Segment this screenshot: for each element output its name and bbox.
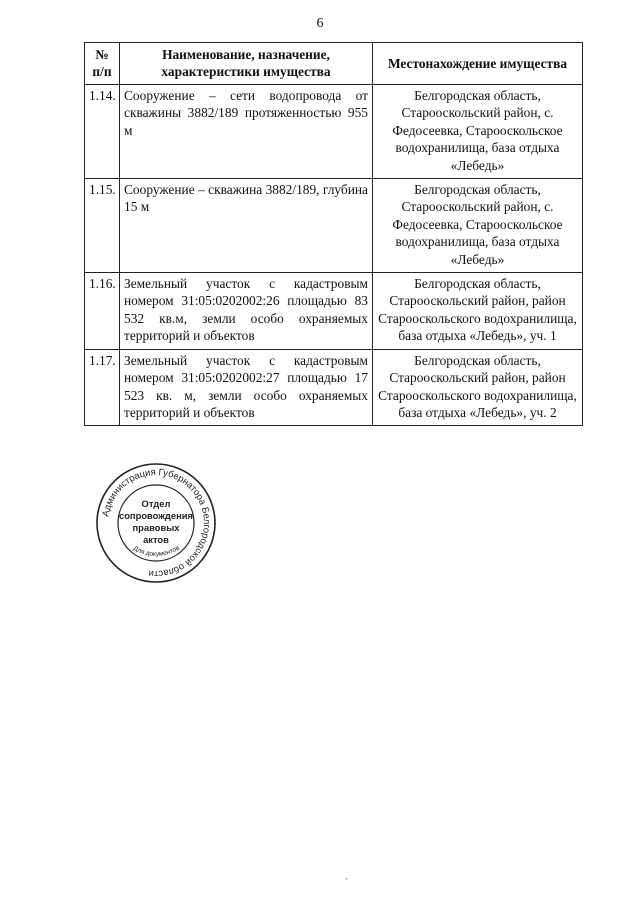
scan-artifact-mark: ˌ <box>345 868 349 880</box>
table-row <box>85 84 583 178</box>
stamp-center-line: сопровождения <box>118 510 194 521</box>
row-location: Белгородская область, Старооскольский район, район Старооскольского водохранилища, база отдыха «Лебедь», уч. 2 <box>373 349 583 426</box>
row-location: Белгородская область, Старооскольский район, район Старооскольского водохранилища, база отдыха «Лебедь», уч. 1 <box>373 273 583 350</box>
stamp-center-line: правовых <box>132 522 180 533</box>
stamp-bottom-text: Для документов <box>131 544 181 559</box>
property-table <box>84 42 583 426</box>
table-row <box>85 349 583 426</box>
row-description: Земельный участок с кадастровым номером 31:05:0202002:26 площадью 83 532 кв.м, земли особо охраняемых территорий и объектов <box>120 273 373 350</box>
row-description: Земельный участок с кадастровым номером 31:05:0202002:27 площадью 17 523 кв. м, земли особо охраняемых территорий и объектов <box>120 349 373 426</box>
row-location: Белгородская область, Старооскольский район, с. Федосеевка, Старооскольское водохранилища, база отдыха «Лебедь» <box>373 178 583 272</box>
row-number: 1.16. <box>85 273 120 350</box>
official-stamp <box>95 462 217 584</box>
row-description: Сооружение – сети водопровода от скважины 3882/189 протяженностью 955 м <box>120 84 373 178</box>
header-description: Наименование, назначение, характеристики имущества <box>120 43 373 85</box>
row-description: Сооружение – скважина 3882/189, глубина 15 м <box>120 178 373 272</box>
row-number: 1.15. <box>85 178 120 272</box>
stamp-center-line: Отдел <box>141 498 171 509</box>
table-header-row <box>85 43 583 85</box>
table-row <box>85 178 583 272</box>
stamp-ring-text: Администрация Губернатора Белгородской области <box>99 465 214 581</box>
header-location: Местонахождение имущества <box>373 43 583 85</box>
page-number: 6 <box>316 16 324 31</box>
stamp-center-line: актов <box>143 534 169 545</box>
row-location: Белгородская область, Старооскольский район, с. Федосеевка, Старооскольское водохранилища, база отдыха «Лебедь» <box>373 84 583 178</box>
header-number: № п/п <box>85 43 120 85</box>
table-row <box>85 273 583 350</box>
row-number: 1.17. <box>85 349 120 426</box>
stamp-graphic <box>95 462 217 584</box>
row-number: 1.14. <box>85 84 120 178</box>
